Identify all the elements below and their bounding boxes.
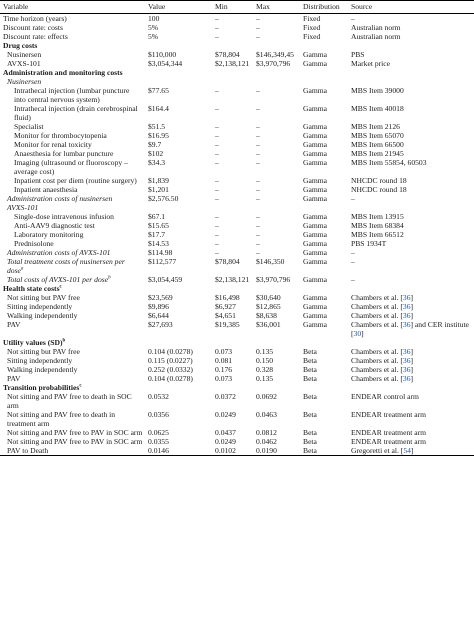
header-distribution: Distribution: [300, 1, 348, 14]
cell-min: 0.081: [215, 356, 233, 365]
cell-max: 0.0692: [256, 392, 277, 401]
cell-variable: Intrathecal injection (lumbar puncture into central nervous system): [14, 86, 130, 104]
cell-source: NHCDC round 18: [351, 185, 407, 194]
citation-link[interactable]: 30: [353, 329, 362, 338]
cell-distribution: Gamma: [303, 86, 328, 95]
cell-source: –: [351, 257, 355, 266]
cell-variable: PAV: [7, 374, 21, 383]
cell-max: –: [256, 86, 260, 95]
cell-distribution: Gamma: [303, 140, 328, 149]
cell-variable: Walking independently: [7, 311, 78, 320]
cell-value: 5%: [148, 23, 159, 32]
cell-value: $114.98: [148, 248, 173, 257]
cell-min: –: [215, 212, 219, 221]
cell-source: –: [351, 194, 355, 203]
cell-max: –: [256, 248, 260, 257]
cell-variable: PAV to Death: [0, 446, 145, 456]
cell-variable: Administration costs of AVXS-101: [7, 248, 111, 257]
cell-value: $9,896: [148, 302, 169, 311]
cell-variable: AVXS-101: [7, 59, 41, 68]
cell-variable: Anaesthesia for lumbar puncture: [14, 149, 114, 158]
cell-value: $77.65: [148, 86, 169, 95]
cell-source: –: [351, 14, 355, 23]
section-heading-health-state-costs: [0, 284, 474, 293]
table-row: [0, 158, 474, 176]
cell-distribution: Beta: [303, 374, 317, 383]
cell-min: –: [215, 140, 219, 149]
cell-variable: [0, 257, 145, 275]
table-row: [0, 302, 474, 311]
source-text: Chambers et al.: [351, 311, 399, 320]
cell-distribution: Beta: [303, 356, 317, 365]
footnote-marker: b: [108, 275, 111, 281]
cell-max: 0.0462: [256, 437, 277, 446]
cell-source: MBS Item 55854, 60503: [351, 158, 427, 167]
cell-value: $17.7: [148, 230, 166, 239]
cell-value: $6,644: [148, 311, 169, 320]
citation-link[interactable]: 36: [402, 311, 411, 320]
table-row: [0, 176, 474, 185]
cell-distribution: Gamma: [303, 230, 328, 239]
cell-min: $6,927: [215, 302, 236, 311]
table-row: [0, 392, 474, 410]
header-source: Source: [348, 1, 474, 14]
footnote-marker: c: [59, 284, 62, 290]
cell-min: 0.0102: [212, 446, 253, 456]
cell-source: Chambers et al. [36]: [351, 365, 414, 374]
table-row: [0, 311, 474, 320]
cell-source: MBS Item 40018: [351, 104, 404, 113]
cell-variable: Monitor for renal toxicity: [14, 140, 92, 149]
cell-variable: Not sitting and PAV free to death in treatment arm: [7, 410, 116, 428]
source-text: Chambers et al.: [351, 347, 399, 356]
cell-distribution: Fixed: [303, 32, 321, 41]
cell-distribution: Gamma: [303, 293, 328, 302]
cell-value: $3,054,459: [148, 275, 183, 284]
cell-min: $2,138,121: [215, 59, 250, 68]
cell-variable: Not sitting and PAV free to PAV in SOC arm: [7, 437, 143, 446]
section-row: [0, 68, 474, 77]
cell-value: 0.104 (0.0278): [148, 374, 193, 383]
variable-text: Total costs of AVXS-101 per dose: [7, 275, 109, 284]
cell-distribution: Gamma: [303, 131, 328, 140]
subsection-row: [0, 77, 474, 86]
cell-source: NHCDC round 18: [351, 176, 407, 185]
cell-value: 5%: [148, 32, 159, 41]
table-row: [0, 410, 474, 428]
cell-max: –: [256, 14, 260, 23]
cell-variable: Inpatient cost per diem (routine surgery): [14, 176, 137, 185]
cell-max: 0.0812: [256, 428, 277, 437]
cell-min: 0.073: [215, 374, 233, 383]
cell-variable: Intrathecal injection (drain cerebrospinal fluid): [14, 104, 138, 122]
cell-min: 0.0249: [215, 410, 236, 419]
cell-distribution: Gamma: [303, 158, 328, 167]
subsection-row: [0, 203, 474, 212]
cell-max: –: [256, 158, 260, 167]
cell-min: –: [215, 104, 219, 113]
cell-distribution: Beta: [303, 437, 317, 446]
cell-max: –: [256, 221, 260, 230]
section-heading-drug-costs: Drug costs: [3, 41, 38, 50]
cell-variable: Walking independently: [7, 365, 78, 374]
section-row: [0, 383, 474, 392]
cell-max: 0.135: [256, 374, 274, 383]
cell-max: –: [256, 122, 260, 131]
cell-distribution: Gamma: [303, 239, 328, 248]
cell-max: $146,350: [256, 257, 285, 266]
table-row: [0, 257, 474, 275]
cell-distribution: Beta: [300, 446, 348, 456]
cell-distribution: Fixed: [303, 14, 321, 23]
cell-value: $15.65: [148, 221, 169, 230]
cell-min: 0.0437: [215, 428, 236, 437]
section-row: [0, 338, 474, 347]
cell-distribution: Gamma: [303, 50, 328, 59]
cell-max: $36,001: [256, 320, 281, 329]
cell-value: $110,000: [148, 50, 177, 59]
cell-max: $8,638: [256, 311, 277, 320]
cell-max: $12,865: [256, 302, 281, 311]
table-row: [0, 446, 474, 456]
citation-link[interactable]: 54: [403, 446, 411, 455]
table-row: [0, 275, 474, 284]
footnote-marker: a: [20, 266, 24, 272]
cell-min: 0.073: [215, 347, 233, 356]
cell-distribution: Gamma: [303, 104, 328, 113]
table-row: [0, 185, 474, 194]
cell-variable: Monitor for thrombocytopenia: [14, 131, 107, 140]
section-heading-administration-costs: Administration and monitoring costs: [3, 68, 123, 77]
cell-variable: Single-dose intravenous infusion: [14, 212, 114, 221]
cell-distribution: Beta: [303, 428, 317, 437]
cell-max: –: [256, 212, 260, 221]
source-text: Chambers et al.: [351, 293, 399, 302]
cell-value: $9.7: [148, 140, 162, 149]
cell-value: $2,576.50: [148, 194, 179, 203]
table-row: [0, 86, 474, 104]
cell-min: –: [215, 194, 219, 203]
cell-max: 0.328: [256, 365, 274, 374]
cell-value: 0.0146: [145, 446, 212, 456]
cell-source: Chambers et al. [36] and CER institute [30]: [351, 320, 469, 338]
cell-variable: Discount rate: effects: [3, 32, 68, 41]
table-row: [0, 239, 474, 248]
header-min: Min: [212, 1, 253, 14]
table-row: [0, 122, 474, 131]
cell-max: –: [256, 23, 260, 32]
cell-min: $16,498: [215, 293, 240, 302]
cell-variable: Laboratory monitoring: [14, 230, 84, 239]
cell-source: MBS Item 39000: [351, 86, 404, 95]
cell-source: Chambers et al. [36]: [351, 356, 414, 365]
cell-max: –: [256, 185, 260, 194]
table-row: [0, 14, 474, 24]
cell-distribution: Gamma: [303, 248, 328, 257]
cell-max: –: [256, 194, 260, 203]
table-row: [0, 212, 474, 221]
cell-distribution: Gamma: [303, 212, 328, 221]
cell-max: –: [256, 131, 260, 140]
table-row: [0, 149, 474, 158]
table-row: [0, 23, 474, 32]
source-text: Chambers et al.: [351, 365, 399, 374]
cell-min: $78,804: [215, 257, 240, 266]
cell-max: 0.0463: [256, 410, 277, 419]
table-row: [0, 293, 474, 302]
cell-min: 0.0372: [215, 392, 236, 401]
cell-max: –: [256, 230, 260, 239]
section-heading-transition-probabilities: [0, 383, 474, 392]
cell-value: 0.0355: [148, 437, 169, 446]
source-text: Chambers et al.: [351, 356, 399, 365]
cell-value: $14.53: [148, 239, 169, 248]
section-row: [0, 41, 474, 50]
cell-distribution: Gamma: [303, 257, 328, 266]
cell-source: –: [351, 248, 355, 257]
cell-distribution: Gamma: [303, 176, 328, 185]
source-text: Gregoretti et al.: [351, 446, 399, 455]
cell-variable: Time horizon (years): [3, 14, 67, 23]
cell-max: –: [256, 149, 260, 158]
table-row: [0, 428, 474, 437]
cell-max: 0.150: [256, 356, 274, 365]
section-heading-text: Health state costs: [3, 284, 60, 293]
cell-variable: Sitting independently: [7, 356, 73, 365]
section-row: [0, 284, 474, 293]
cell-min: $2,138,121: [215, 275, 250, 284]
cell-variable: Sitting independently: [7, 302, 73, 311]
cell-min: –: [215, 32, 219, 41]
cell-max: $146,349,45: [256, 50, 294, 59]
cell-distribution: Beta: [303, 410, 317, 419]
cell-distribution: Gamma: [303, 302, 328, 311]
source-text: Chambers et al.: [351, 320, 399, 329]
cell-min: –: [215, 239, 219, 248]
cell-max: 0.0190: [253, 446, 300, 456]
table-row: [0, 50, 474, 59]
cell-distribution: Beta: [303, 347, 317, 356]
table-row: [0, 437, 474, 446]
cell-value: $3,054,344: [148, 59, 183, 68]
cell-value: $27,693: [148, 320, 173, 329]
cell-distribution: Beta: [303, 365, 317, 374]
cell-source: MBS Item 66500: [351, 140, 404, 149]
cell-value: 0.115 (0.0227): [148, 356, 193, 365]
cell-variable: Inpatient anaesthesia: [14, 185, 78, 194]
table-row: [0, 140, 474, 149]
cell-source: Chambers et al. [36]: [351, 311, 414, 320]
table-row: [0, 221, 474, 230]
cell-variable: Specialist: [14, 122, 44, 131]
cell-source: PBS: [351, 50, 365, 59]
cell-min: $78,804: [215, 50, 240, 59]
cell-variable: Not sitting and PAV free to death in SOC arm: [7, 392, 132, 410]
cell-distribution: Gamma: [303, 221, 328, 230]
cell-distribution: Gamma: [303, 275, 328, 284]
cell-source: Australian norm: [351, 32, 401, 41]
cell-source: MBS Item 68384: [351, 221, 404, 230]
cell-min: –: [215, 131, 219, 140]
header-value: Value: [145, 1, 212, 14]
cell-value: 0.104 (0.0278): [148, 347, 193, 356]
cell-distribution: Fixed: [303, 23, 321, 32]
citation-link[interactable]: 36: [402, 347, 411, 356]
cell-max: –: [256, 176, 260, 185]
cell-value: $1,201: [148, 185, 169, 194]
table-row: [0, 32, 474, 41]
cell-variable: Nusinersen: [7, 50, 42, 59]
citation-link[interactable]: 36: [402, 320, 411, 329]
cell-distribution: Gamma: [303, 320, 328, 329]
cell-source: MBS Item 13915: [351, 212, 404, 221]
cell-source: MBS Item 21945: [351, 149, 404, 158]
citation-link[interactable]: 36: [402, 365, 411, 374]
cell-value: 0.0625: [148, 428, 169, 437]
cell-value: $164.4: [148, 104, 169, 113]
cell-value: $23,569: [148, 293, 173, 302]
cell-min: –: [215, 230, 219, 239]
cell-source: Gregoretti et al. [54]: [348, 446, 474, 456]
table-row: [0, 374, 474, 383]
cell-variable: PAV: [7, 320, 21, 329]
section-heading-text: Transition probabilities: [3, 383, 80, 392]
footnote-marker: b: [62, 338, 66, 344]
cell-distribution: Gamma: [303, 185, 328, 194]
cell-min: $4,651: [215, 311, 236, 320]
table-header-row: [0, 1, 474, 14]
cell-value: $16.95: [148, 131, 169, 140]
citation-link[interactable]: 36: [402, 356, 411, 365]
cell-source: MBS Item 65070: [351, 131, 404, 140]
cell-max: –: [256, 32, 260, 41]
cell-source: Chambers et al. [36]: [351, 347, 414, 356]
header-max: Max: [253, 1, 300, 14]
table-row: [0, 347, 474, 356]
table-row: [0, 59, 474, 68]
cell-source: –: [351, 275, 355, 284]
cell-variable: Not sitting but PAV free: [7, 347, 80, 356]
source-text-extra: and CER institute: [414, 320, 469, 329]
cell-source: ENDEAR treatment arm: [351, 428, 427, 437]
cell-variable: Anti-AAV9 diagnostic test: [14, 221, 95, 230]
table-row: [0, 356, 474, 365]
cell-source: ENDEAR control arm: [351, 392, 419, 401]
header-variable: Variable: [0, 1, 145, 14]
cell-value: $67.1: [148, 212, 166, 221]
cell-min: –: [215, 23, 219, 32]
section-heading-utility-values: [0, 338, 474, 347]
cell-distribution: Gamma: [303, 311, 328, 320]
cell-value: 0.0356: [148, 410, 169, 419]
cell-max: $3,970,796: [256, 59, 291, 68]
cell-value: 0.0532: [148, 392, 169, 401]
cell-min: $19,385: [215, 320, 240, 329]
table-row: [0, 230, 474, 239]
subsection-heading-avxs-101: AVXS-101: [7, 203, 39, 212]
cell-value: $102: [148, 149, 164, 158]
cell-source: MBS Item 66512: [351, 230, 404, 239]
cell-max: $30,640: [256, 293, 281, 302]
citation-link[interactable]: 36: [402, 293, 411, 302]
cell-max: –: [256, 104, 260, 113]
table-row: [0, 248, 474, 257]
citation-link[interactable]: 36: [402, 374, 411, 383]
cell-value: $112,577: [148, 257, 177, 266]
table-row: [0, 365, 474, 374]
cell-source: Chambers et al. [36]: [351, 293, 414, 302]
citation-link[interactable]: 36: [402, 302, 411, 311]
cell-distribution: Gamma: [303, 149, 328, 158]
cell-min: 0.176: [215, 365, 233, 374]
cell-source: PBS 1934T: [351, 239, 387, 248]
cell-min: –: [215, 86, 219, 95]
source-text: Chambers et al.: [351, 374, 399, 383]
cell-variable: Discount rate: costs: [3, 23, 63, 32]
cell-min: –: [215, 176, 219, 185]
cell-value: 0.252 (0.0332): [148, 365, 193, 374]
cell-min: –: [215, 221, 219, 230]
cell-distribution: Gamma: [303, 122, 328, 131]
cell-source: Australian norm: [351, 23, 401, 32]
cell-max: –: [256, 140, 260, 149]
section-heading-text: Utility values (SD): [3, 338, 63, 347]
cell-value: $51.5: [148, 122, 166, 131]
subsection-heading-nusinersen: Nusinersen: [7, 77, 42, 86]
cell-distribution: Beta: [303, 392, 317, 401]
cell-min: –: [215, 122, 219, 131]
cell-variable: Not sitting but PAV free: [7, 293, 80, 302]
cell-distribution: Gamma: [303, 194, 328, 203]
source-text: Chambers et al.: [351, 302, 399, 311]
cell-min: –: [215, 14, 219, 23]
variable-text: Total treatment costs of nusinersen per dose: [7, 257, 125, 275]
cell-max: 0.135: [256, 347, 274, 356]
table-row: [0, 194, 474, 203]
cell-variable: Imaging (ultrasound or fluoroscopy – average cost): [14, 158, 128, 176]
cell-source: MBS Item 2126: [351, 122, 400, 131]
cell-source: ENDEAR treatment arm: [351, 410, 427, 419]
footnote-marker: c: [79, 383, 82, 389]
cell-source: Chambers et al. [36]: [351, 374, 414, 383]
cell-value: $1,839: [148, 176, 169, 185]
table-row: [0, 104, 474, 122]
cell-min: –: [215, 248, 219, 257]
cell-min: –: [215, 158, 219, 167]
cell-max: $3,970,796: [256, 275, 291, 284]
cell-min: –: [215, 149, 219, 158]
cell-source: Market price: [351, 59, 391, 68]
table-row: [0, 131, 474, 140]
cell-source: ENDEAR treatment arm: [351, 437, 427, 446]
cell-variable: Administration costs of nusinersen: [7, 194, 113, 203]
cell-distribution: Gamma: [303, 59, 328, 68]
cell-value: $34.3: [148, 158, 166, 167]
cell-value: 100: [148, 14, 160, 23]
cell-source: Chambers et al. [36]: [351, 302, 414, 311]
table-row: [0, 320, 474, 338]
cell-variable: Prednisolone: [14, 239, 54, 248]
cell-variable: [0, 275, 145, 284]
cell-max: –: [256, 239, 260, 248]
cell-min: 0.0249: [215, 437, 236, 446]
cell-min: –: [215, 185, 219, 194]
cell-variable: Not sitting and PAV free to PAV in SOC arm: [7, 428, 143, 437]
